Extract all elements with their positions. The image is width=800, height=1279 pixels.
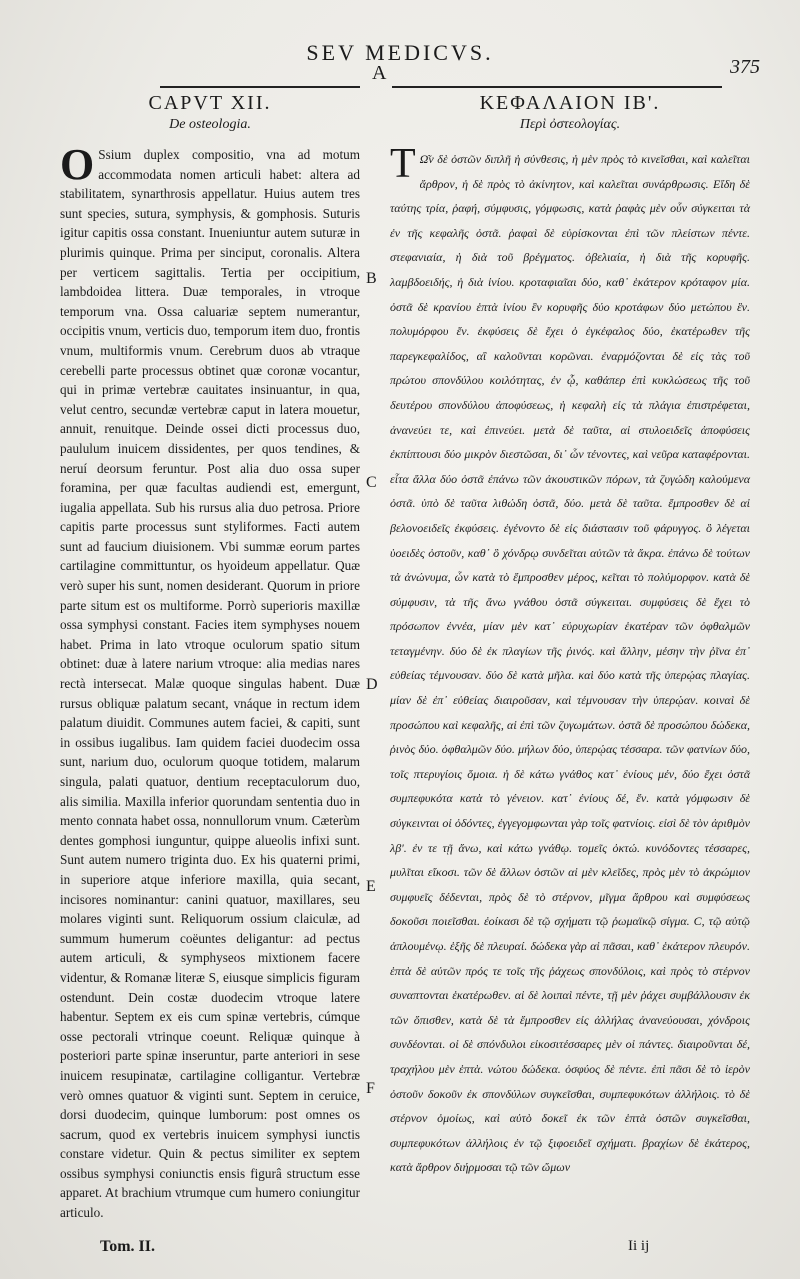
greek-column (390, 84, 750, 1180)
greek-text (390, 141, 750, 1180)
latin-chapter-title: CAPVT XII. (148, 92, 272, 114)
footer-signature: Ii ij (628, 1238, 650, 1254)
margin-letter-d: D (366, 676, 378, 693)
margin-letter-e: E (366, 878, 376, 895)
latin-chapter-subtitle: De osteologia. (169, 117, 251, 132)
latin-dropcap: O (60, 140, 95, 189)
running-head: SEV MEDICVS. (306, 40, 494, 65)
margin-letter-c: C (366, 474, 377, 491)
margin-letter-b: B (366, 270, 377, 287)
greek-chapter-subtitle: Περὶ ὀστεολογίας. (519, 117, 621, 132)
latin-paragraph: Ssium duplex compositio, vna ad motum accommodata nomen articuli habet: altera ad stabilitatem, synarthrosis appellatur. Huius autem tres sunt species, sutura, symphysis, & gomphosis. Suturis igitur capitis ossa constant. Inueniuntur autem suturæ in plurimis quinque. Prima per sinciput, coronalis. Altera per verticem sagittalis. Tertia per occipitium, lambdoidea littera. Duæ temporales, in vtroque temporum vna. Ossa caluariæ septem numerantur, occipitis vnum, verticis duo, temporum item duo, frontis vnum, multiformis vnum. Cerebrum duos ab vtraque cerebelli parte processus obtinet quæ coronæ vocantur, qui in primæ vertebræ cauitates insinuantur, in qua, velut centro, secundæ vertebræ caput in latera mouetur, annuit, renuitque. Deinde ossei dicti processus duo, paululum inuicem dissidentes, per quos tendines, & neruí deorsum feruntur. Post alia duo ossa super foramina, per quæ facultas audiendi est, emergunt, iugalia appellata. Sub his rursus alia duo petrosa. Priore capitis parte processus sunt styliformes. Facti autem sunt ad faucium diuisionem. Vbi summæ eorum partes cartilagine committuntur, os hyoideum appellatur. Quæ verò super his sunt, nomen desiderant. Quorum in priore parte situm est os multiforme. Porrò superioris maxillæ ossa symphysi constant. Facies item symphyses nouem habet. Prima in lato vtroque oculorum spatio situm obtinet: duæ à latere narium vtroque: alia medias nares rectà intersecat. Malæ quoque singulas habent. Duæ rursus obliquæ palatum secant, vnáque in rectum idem palatum diuidit. Communes autem faciei, & capiti, sunt in ossibus iugalibus. Iam quidem faciei duodecim ossa sunt, narium duo, oculorum quoque totidem, malarum singula, palati quatuor, dentium receptaculorum duo, alis similia. Maxilla inferior quorundam sententia duo in mento connata habet ossa, nonnullorum vnum. Cæterùm dentes gomphosi iunguntur, quippe alueolis infixi sunt. Sunt autem numero triginta duo. Ex his quaterni primi, in superiore atque inferiore maxilla, quia secant, incisores nominantur: canini quatuor, maxillares, seu molares viginti sunt. Reliquorum ossium claiculæ, ad summum humerum coëuntes deligantur: ad pectus autem articuli, & symphyseos mixtionem facere videntur, & Romanæ literæ S, eiusque simplicis figuram ostendunt. Dein costæ duodecim vtroque latere habentur. Septem ex eis cum spinæ vertebris, cúmque osse pectorali vtrinque coeunt. Reliquæ quinque à posteriori parte spinæ inseruntur, parte anteriori in sese inuicem resupinatæ, cartilagine colligantur. Vertebræ verò omnes quatuor & viginti sunt. Septem in ceruice, dorsi duodecim, quinque lumborum: post omnes os sacrum, quod ex vertebris inuicem symphysi iunctis constare videtur. Quin & pectus similiter ex septem ossibus symphysi coniunctis ensis figurâ structum esse apparet. At brachium vtrumque cum humero coniungitur articulo. (60, 147, 360, 1221)
latin-text (60, 140, 360, 1223)
latin-column (60, 84, 360, 1223)
page-number: 375 (730, 56, 760, 78)
signature-mark: A (372, 62, 387, 84)
greek-chapter-title: ΚΕΦΑΛΑΙΟΝ ΙΒ'. (479, 92, 661, 114)
greek-paragraph: Ω͂ν δὲ ὀστῶν διπλῆ ἡ σύνθεσις, ἡ μὲν πρὸς τὸ κινεῖσθαι, καὶ καλεῖται ἄρθρον, ἡ δὲ πρὸς τὸ ἀκίνητον, καὶ καλεῖται συνάρθρωσις. Εἴδη δὲ ταύτης τρία, ῥαφή, σύμφυσις, γόμφωσις, κατὰ ῥαφὰς μὲν οὖν σύγκειται τὰ ἐν τῆς κεφαλῆς ὀστᾶ. ῥαφαὶ δὲ εὑρίσκονται ἐπὶ τῶν πλείστων πέντε. στεφανιαία, ἡ διὰ τοῦ βρέγματος. ὀβελιαία, ἡ διὰ τῆς κορυφῆς. λαμβδοειδής, ἡ διὰ ἰνίου. κροταφιαῖαι δύο, καθ᾽ ἑκάτερον κρόταφον μία. ὀστᾶ δὲ κρανίου ἑπτὰ ἰνίου ἓν κορυφῆς δύο κροτάφων δύο μετώπου ἓν. πολυμόρφου ἕν. ἐκφύσεις δὲ ἔχει ὁ ἐγκέφαλος δύο, ἑκατέρωθεν τῆς παρεγκεφαλίδος, αἳ καλοῦνται κορῶναι. ἐναρμόζονται δὲ εἰς τὰς τοῦ πρώτου σπονδύλου κοιλότητας, ἐν ᾧ, καθάπερ ἐπὶ κυκλώσεως τῆς τοῦ δευτέρου σπονδύλου ἀποφύσεως, ἡ κεφαλὴ εἰς τὰ πλάγια ἐπιστρέφεται, ἀνανεύει τε, καὶ ἐπινεύει. μετὰ δὲ ταῦτα, αἱ στυλοειδεῖς ἀποφύσεις ἐκπίπτουσι δύο μικρὸν διεστῶσαι, δι᾽ ὧν τένοντες, καὶ νεῦρα καταφέρονται. εἶτα ἄλλα δύο ὀστᾶ ἐπάνω τῶν ἀκουστικῶν πόρων, τὰ ζυγώδη καλούμενα ὀστᾶ. ὑπὸ δὲ ταῦτα λιθώδη ὀστᾶ, δύο. μετὰ δὲ ταῦτα. ἔμπροσθεν δὲ αἱ βελονοειδεῖς ἐκφύσεις. ἐγένοντο δὲ εἰς διάστασιν τοῦ φάρυγγος. ὃ λέγεται ὑοειδὲς ὀστοῦν, καθ᾽ ὃ χόνδρῳ συνδεῖται αὐτῶν τὰ ἄκρα. ἐπάνω δὲ τούτων τὰ ἀνώνυμα, ὧν κατὰ τὸ ἔμπροσθεν μέρος, κεῖται τὸ πολύμορφον. κατὰ δὲ σύμφυσιν, τὰ τῆς ἄνω γνάθου ὀστᾶ σύγκειται. συμφύσεις δὲ ἔχει τὸ πρόσωπον ἐννέα, μίαν μὲν κατ᾽ εὐρυχωρίαν ἑκατέραν τῶν ὀφθαλμῶν τεταγμένην. δύο δὲ ἐκ πλαγίων τῆς ῥινός. καὶ ἄλλην, μέσην τὴν ῥῖνα ἐπ᾽ εὐθείας τέμνουσαν. δύο δὲ κατὰ μῆλα. καὶ δύο κατὰ τῆς ὑπερῴας πλαγίας. μίαν δὲ ἐπ᾽ εὐθείας διαιροῦσαν, καὶ τέμνουσαν τὴν ὑπερῴαν. κοιναὶ δὲ προσώπου καὶ κεφαλῆς, αἱ ἐπὶ τῶν ζυγωμάτων. ὀστᾶ δὲ προσώπου δώδεκα, ῥινὸς δύο. ὀφθαλμῶν δύο. μήλων δύο, ὑπερῴας τέσσαρα. τῶν φατνίων δύο, τοῖς πτερυγίοις ὅμοια. ἡ δὲ κάτω γνάθος κατ᾽ ἐνίους μέν, δύο ἔχει ὀστᾶ συμπεφυκότα κατὰ τὸ γένειον. κατ᾽ ἐνίους δέ, ἕν. κατὰ γόμφωσιν δὲ σύγκεινται οἱ ὀδόντες, ἐγγεγομφωνται γὰρ τοῖς φατνίοις. εἰσὶ δὲ τὸν ἀριθμὸν λβ'. ἐν τε τῇ ἄνω, καὶ κάτω γνάθῳ. τομεῖς ὀκτώ. κυνόδοντες τέσσαρες, μυλῖται εἴκοσι. τῶν δὲ ἄλλων ὀστῶν αἱ μὲν κλεῖδες, πρὸς μὲν τὸ ἀκρώμιον συμφυεῖς δέδενται, πρὸς δὲ τὸ στέρνον, μῖγμα ἄρθρου καὶ συμφύσεως δοκοῦσι ποιεῖσθαι. ἐοίκασι δὲ τῷ σχήματι τῷ ῥωμαϊκῷ σίγμα. C, τῷ αὐτῷ ἁπλουμένῳ. ἑξῆς δὲ πλευραί. δώδεκα γὰρ αἱ πᾶσαι, καθ᾽ ἑκάτερον πλευρόν. ἑπτὰ δὲ αὐτῶν πρός τε τοῖς τῆς ῥάχεως σπονδύλοις, καὶ πρὸς τὸ στέρνον συναπτονται ἑκατέρωθεν. αἱ δὲ λοιπαὶ πέντε, τῇ μὲν ῥάχει συμβάλλουσιν ἐκ τῶν ὄπισθεν, κατὰ δὲ τὰ ἔμπροσθεν εἰς ἀλλήλας ἀνανεύουσαι, χόνδροις συνδέονται. οἱ δὲ σπόνδυλοι εἰκοσιτέσσαρες μὲν οἱ πάντες. διαιροῦνται δέ, τραχήλου μὲν ἑπτὰ. νώτου δώδεκα. ὀσφύος δὲ πέντε. ἐπὶ πᾶσι δὲ τὸ ἱερὸν ὀστοῦν δοκοῦν ἐκ σπονδύλων συγκεῖσθαι, συμπεφυκότων ἀλλήλοις. τὸ δὲ στέρνον ὁμοίως, καὶ αὐτὸ δοκεῖ ἐκ τῶν ἑπτὰ ὀστῶν συγκεῖσθαι, συμπεφυκότων ἀλλήλοις ἐν τῷ ξιφοειδεῖ σχήματι. βραχίων δὲ ἑκάτερος, κατὰ ἄρθρον διήρμοσαι τῷ τῶν ὤμων (390, 152, 750, 1175)
greek-dropcap: Τ (390, 141, 416, 187)
volume-mark: Tom. II. (100, 1238, 155, 1255)
margin-letter-f: F (366, 1080, 375, 1097)
